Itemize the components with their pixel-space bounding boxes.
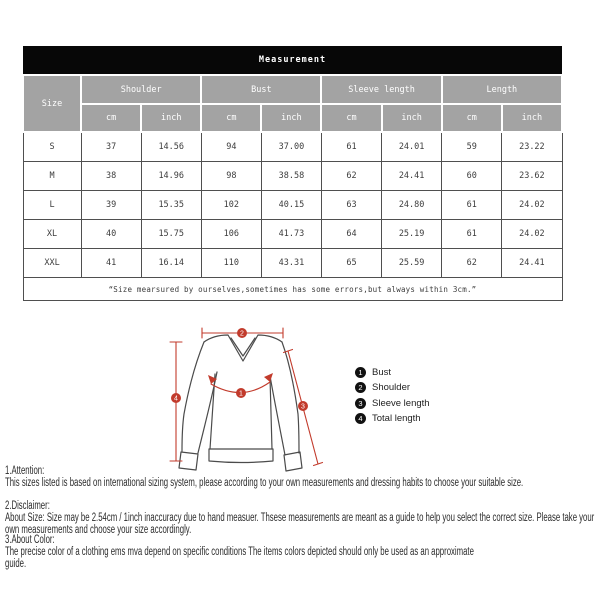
legend-label: Shoulder [372,382,411,393]
marker-number: 1 [239,390,243,398]
legend-item [355,397,430,409]
unit-header-inch: inch [502,104,562,132]
value-cell: 24.80 [382,191,442,220]
value-cell: 15.75 [141,220,201,249]
marker-shoulder [237,328,247,338]
value-cell: 14.56 [141,132,201,162]
collar-outline [204,335,282,361]
value-cell: 62 [442,249,502,278]
about-color-body: The precise color of a clothing ems mva depend on specific conditions The items colors depicted should only be used as an approximate guide. [5,546,474,571]
sweater-measurement-diagram [140,314,340,474]
value-cell: 24.01 [382,132,442,162]
value-cell: 61 [442,191,502,220]
measurement-table [22,46,563,301]
value-cell: 24.02 [502,191,562,220]
size-table-body [23,132,562,278]
about-color-heading: 3.About Color: [5,534,55,546]
value-cell: 98 [201,162,261,191]
unit-header-cm: cm [81,104,141,132]
legend-label: Total length [372,413,421,424]
marker-number: 2 [240,330,244,338]
table-row [23,220,562,249]
legend-number-badge: 1 [355,367,366,378]
table-note-row [23,278,562,301]
bust-arrowhead [264,373,273,382]
value-cell: 62 [321,162,381,191]
value-cell: 65 [321,249,381,278]
value-cell: 24.02 [502,220,562,249]
value-cell: 60 [442,162,502,191]
value-cell: 94 [201,132,261,162]
measurement-arrows [170,328,323,466]
disclaimer-section [5,500,599,537]
marker-number: 4 [174,395,178,403]
table-row [23,249,562,278]
value-cell: 38 [81,162,141,191]
legend-label: Bust [372,366,392,378]
value-cell: 39 [81,191,141,220]
hem-band [209,449,273,463]
unit-header-cm: cm [442,104,502,132]
value-cell: 37.00 [261,132,321,162]
value-cell: 15.35 [141,191,201,220]
table-row [23,162,562,191]
value-cell: 24.41 [382,162,442,191]
value-cell: 14.96 [141,162,201,191]
legend-number-badge: 4 [355,413,366,424]
marker-number: 3 [301,403,305,411]
value-cell: 23.22 [502,132,562,162]
about-color-section [5,534,599,571]
attention-body: This sizes listed is based on international sizing system, please according to your own measurements and dressing habits to choose your suitable size. [5,477,524,490]
marker-sleeve-length [298,401,308,411]
unit-header-cm: cm [321,104,381,132]
legend-item [355,366,430,378]
value-cell: 37 [81,132,141,162]
legend-number-badge: 2 [355,382,366,393]
value-cell: 38.58 [261,162,321,191]
size-cell: M [23,162,81,191]
disclaimer-heading: 2.Disclaimer: [5,500,50,512]
table-row [23,132,562,162]
unit-header-cm: cm [201,104,261,132]
value-cell: 23.62 [502,162,562,191]
value-cell: 41.73 [261,220,321,249]
attention-section [5,465,599,489]
table-group-header-row [23,75,562,104]
unit-header-inch: inch [382,104,442,132]
value-cell: 63 [321,191,381,220]
attention-heading: 1.Attention: [5,465,45,477]
value-cell: 25.59 [382,249,442,278]
table-row [23,191,562,220]
value-cell: 102 [201,191,261,220]
value-cell: 40.15 [261,191,321,220]
measurement-legend [355,366,430,425]
value-cell: 106 [201,220,261,249]
col-header-sleeve-length: Sleeve length [321,75,441,104]
value-cell: 61 [321,132,381,162]
legend-label: Sleeve length [372,397,430,409]
size-cell: S [23,132,81,162]
col-header-size: Size [23,75,81,132]
legend-number-badge: 3 [355,398,366,409]
value-cell: 16.14 [141,249,201,278]
value-cell: 110 [201,249,261,278]
value-cell: 40 [81,220,141,249]
marker-bust [236,388,246,398]
disclaimer-body: About Size: Size may be 2.54cm / 1inch inaccuracy due to hand measuer. Thsese measurements are meant as a guide to help you select the correct size. Please take your own measurements and choose your size accordingly. [5,512,595,537]
table-title: Measurement [23,46,562,75]
value-cell: 64 [321,220,381,249]
col-header-shoulder: Shoulder [81,75,201,104]
size-cell: XL [23,220,81,249]
size-cell: L [23,191,81,220]
col-header-bust: Bust [201,75,321,104]
size-cell: XXL [23,249,81,278]
value-cell: 43.31 [261,249,321,278]
table-unit-header-row [23,104,562,132]
value-cell: 59 [442,132,502,162]
sweater-outline [179,335,302,471]
value-cell: 25.19 [382,220,442,249]
value-cell: 61 [442,220,502,249]
value-cell: 24.41 [502,249,562,278]
legend-item [355,413,430,425]
unit-header-inch: inch [141,104,201,132]
col-header-length: Length [442,75,562,104]
marker-total-length [171,393,181,403]
left-sleeve-outer [182,342,204,451]
legend-item [355,382,430,394]
table-note: “Size mearsured by ourselves,sometimes has some errors,but always within 3cm.” [23,278,562,301]
value-cell: 41 [81,249,141,278]
table-title-row [23,46,562,75]
unit-header-inch: inch [261,104,321,132]
